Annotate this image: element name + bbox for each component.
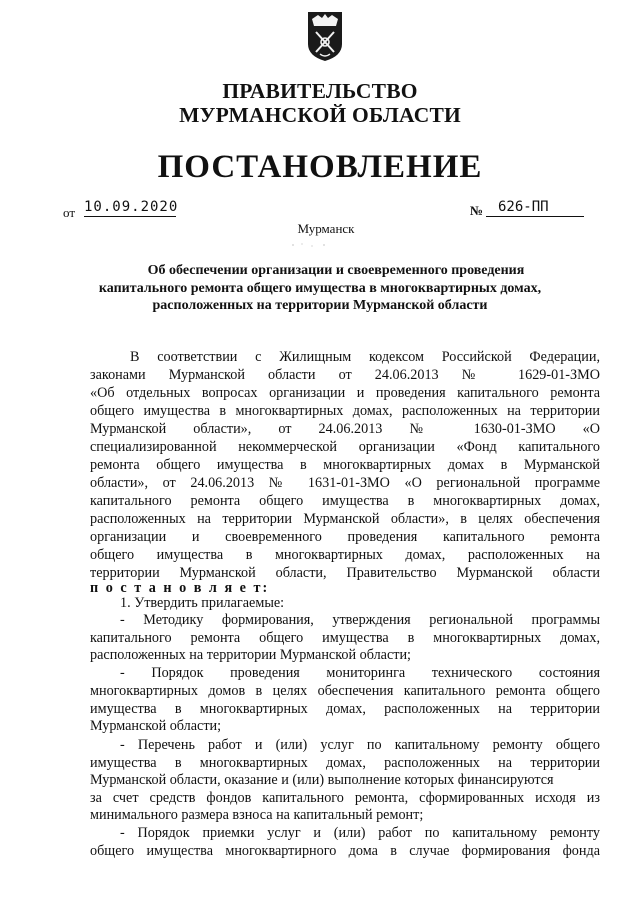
body-line: В соответствии с Жилищным кодексом Российской Федерации, — [130, 349, 600, 365]
list-item-line: - Перечень работ и (или) услуг по капитальному ремонту общего — [120, 737, 600, 753]
body-line: общего имущества в многоквартирных домах, расположенных на территории — [90, 403, 600, 419]
number-label: № — [470, 203, 484, 218]
list-item-line: - Порядок приемки услуг и (или) работ по капитальному ремонту — [120, 825, 600, 841]
city-name: Мурманск — [297, 221, 355, 236]
list-item-line: за счет средств фондов капитального ремонта, сформированных исходя из — [90, 790, 600, 806]
list-item-line: капитального ремонта общего имущества в многоквартирных домах, — [90, 630, 600, 646]
body-line: общего имущества в многоквартирных домах, расположенных на — [90, 547, 600, 563]
list-item-line: Мурманской области; — [90, 718, 222, 734]
subject-line-3: расположенных на территории Мурманской области — [152, 298, 488, 313]
resolves-keyword: п о с т а н о в л я е т: — [90, 580, 270, 596]
list-item-line: расположенных на территории Мурманской области; — [90, 647, 411, 663]
clause-1-heading: 1. Утвердить прилагаемые: — [120, 595, 285, 611]
body-line: территории Мурманской области, Правительство Мурманской области — [90, 565, 600, 581]
subject-line-1: Об обеспечении организации и своевременного проведения — [147, 263, 525, 278]
body-line: расположенных на территории Мурманской области», в целях обеспечения — [90, 511, 600, 527]
subject-line-2: капитального ремонта общего имущества в многоквартирных домах, — [98, 281, 542, 296]
document-number: 626-ПП — [486, 199, 584, 217]
body-line: организации и своевременного проведения капитального ремонта — [90, 529, 600, 545]
list-item-line: имущества в многоквартирных домах, расположенных на территории — [90, 701, 600, 717]
body-line: законами Мурманской области от 24.06.2013 № 1629-01-ЗМО — [90, 367, 600, 383]
body-line: Мурманской области», от 24.06.2013 № 1630-01-ЗМО «О — [90, 421, 600, 437]
list-item-line: общего имущества многоквартирного дома в случае формирования фонда — [90, 843, 600, 859]
body-line: ремонта общего имущества в многоквартирных домах в Мурманской — [90, 457, 600, 473]
list-item-line: Мурманской области, оказание и (или) выполнение которых финансируются — [90, 772, 554, 788]
organization-name-line-1: ПРАВИТЕЛЬСТВО — [222, 79, 418, 103]
list-item-line: - Порядок проведения мониторинга технического состояния — [120, 665, 600, 681]
body-line: специализированной некоммерческой организации «Фонд капитального — [90, 439, 600, 455]
date-label: от — [63, 205, 76, 220]
list-item-line: - Методику формирования, утверждения региональной программы — [120, 612, 600, 628]
list-item-line: имущества в многоквартирных домах, расположенных на территории — [90, 755, 600, 771]
document-type-heading: ПОСТАНОВЛЕНИЕ — [157, 149, 483, 185]
list-item-line: многоквартирных домов в целях обеспечения капитального ремонта общего — [90, 683, 600, 699]
body-line: области», от 24.06.2013 № 1631-01-ЗМО «О региональной программе — [90, 475, 600, 491]
coat-of-arms-emblem — [306, 10, 344, 62]
organization-name-line-2: МУРМАНСКОЙ ОБЛАСТИ — [179, 103, 461, 127]
list-item-line: минимального размера взноса на капитальный ремонт; — [90, 807, 424, 823]
body-line: «Об отдельных вопросах организации и проведения капитального ремонта — [90, 385, 600, 401]
scan-noise-marks — [290, 241, 330, 249]
document-date: 10.09.2020 — [84, 199, 179, 215]
body-line: капитального ремонта общего имущества в многоквартирных домах, — [90, 493, 600, 509]
